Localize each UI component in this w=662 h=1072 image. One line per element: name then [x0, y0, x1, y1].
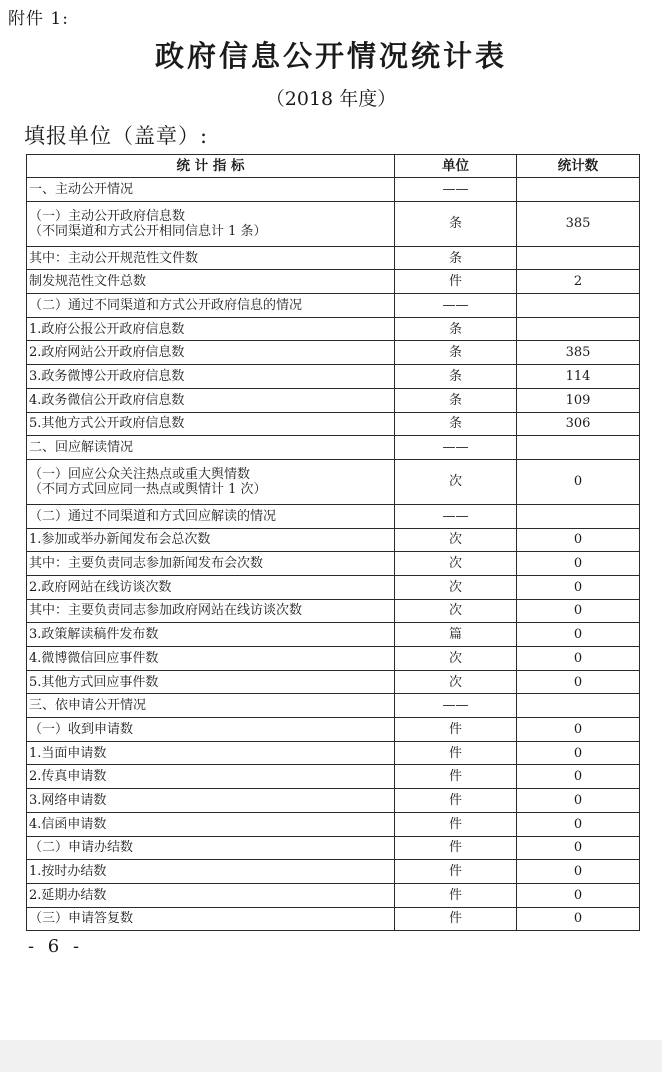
page-title: 政府信息公开情况统计表	[154, 39, 507, 73]
table-body	[27, 178, 640, 931]
unit-cell: 条	[395, 365, 517, 389]
indicator-cell	[27, 575, 395, 599]
statistics-table	[26, 154, 640, 931]
indicator-cell	[27, 812, 395, 836]
indicator-text: 5.其他方式公开政府信息数	[29, 416, 185, 432]
table-row	[27, 694, 640, 718]
count-cell: 385	[517, 341, 640, 365]
filling-unit-label: 填报单位（盖章）:	[24, 124, 209, 148]
table-row	[27, 907, 640, 931]
unit-cell: 条	[395, 317, 517, 341]
count-cell: 0	[517, 647, 640, 671]
unit-cell: 件	[395, 836, 517, 860]
indicator-note: （不同渠道和方式公开相同信息计 1 条）	[29, 223, 267, 239]
unit-cell: 条	[395, 246, 517, 270]
table-row	[27, 341, 640, 365]
count-cell: 0	[517, 528, 640, 552]
indicator-cell	[27, 718, 395, 742]
indicator-cell	[27, 741, 395, 765]
count-cell: 0	[517, 907, 640, 931]
unit-cell: 件	[395, 907, 517, 931]
unit-cell: 件	[395, 789, 517, 813]
table-row	[27, 178, 640, 202]
header-count: 统计数	[517, 155, 640, 178]
unit-cell: 件	[395, 765, 517, 789]
table-header-row	[27, 155, 640, 178]
indicator-cell	[27, 623, 395, 647]
indicator-text: 2.政府网站公开政府信息数	[29, 345, 185, 361]
count-cell: 0	[517, 623, 640, 647]
report-year: （2018 年度）	[265, 88, 397, 110]
indicator-text: 1.按时办结数	[29, 864, 107, 880]
indicator-cell	[27, 365, 395, 389]
table-row	[27, 552, 640, 576]
indicator-cell	[27, 178, 395, 202]
unit-cell: 次	[395, 670, 517, 694]
count-cell: 0	[517, 741, 640, 765]
unit-cell: 条	[395, 201, 517, 246]
indicator-cell	[27, 670, 395, 694]
unit-cell: 条	[395, 388, 517, 412]
indicator-cell	[27, 412, 395, 436]
indicator-text: 3.政策解读稿件发布数	[29, 627, 159, 643]
indicator-text: 3.政务微博公开政府信息数	[29, 368, 185, 384]
table-row	[27, 670, 640, 694]
indicator-text: 2.延期办结数	[29, 887, 107, 903]
unit-cell: 件	[395, 270, 517, 294]
table-row	[27, 246, 640, 270]
indicator-text: 4.微博微信回应事件数	[29, 650, 159, 666]
table-row	[27, 365, 640, 389]
indicator-cell	[27, 836, 395, 860]
indicator-text: （二）通过不同渠道和方式公开政府信息的情况	[29, 297, 303, 313]
table-row	[27, 436, 640, 460]
indicator-cell	[27, 246, 395, 270]
count-cell: 0	[517, 552, 640, 576]
count-cell	[517, 246, 640, 270]
count-cell	[517, 436, 640, 460]
table-row	[27, 789, 640, 813]
table-row	[27, 388, 640, 412]
indicator-cell	[27, 789, 395, 813]
indicator-cell	[27, 270, 395, 294]
indicator-text: 其中：主要负责同志参加政府网站在线访谈次数	[29, 603, 303, 619]
indicator-text: 1.参加或举办新闻发布会总次数	[29, 532, 211, 548]
table-row	[27, 504, 640, 528]
unit-cell: 次	[395, 575, 517, 599]
page-number: - 6 -	[28, 936, 84, 957]
count-cell: 385	[517, 201, 640, 246]
unit-cell: 件	[395, 883, 517, 907]
count-cell: 0	[517, 718, 640, 742]
unit-cell: 次	[395, 647, 517, 671]
indicator-text: （一）收到申请数	[29, 721, 134, 737]
table-row	[27, 836, 640, 860]
unit-cell: 件	[395, 812, 517, 836]
indicator-cell	[27, 599, 395, 623]
indicator-text: （三）申请答复数	[29, 911, 134, 927]
indicator-text: 一、主动公开情况	[29, 181, 134, 197]
count-cell: 0	[517, 765, 640, 789]
count-cell	[517, 178, 640, 202]
indicator-cell	[27, 294, 395, 318]
indicator-cell	[27, 765, 395, 789]
unit-cell: 件	[395, 860, 517, 884]
unit-cell: 次	[395, 599, 517, 623]
count-cell: 306	[517, 412, 640, 436]
unit-cell: 件	[395, 741, 517, 765]
indicator-text: 5.其他方式回应事件数	[29, 674, 159, 690]
unit-cell: ——	[395, 294, 517, 318]
indicator-text: 1.当面申请数	[29, 745, 107, 761]
indicator-text: 二、回应解读情况	[29, 440, 134, 456]
indicator-cell	[27, 907, 395, 931]
indicator-text: 1.政府公报公开政府信息数	[29, 321, 185, 337]
unit-cell: ——	[395, 436, 517, 460]
unit-cell: 件	[395, 718, 517, 742]
count-cell	[517, 294, 640, 318]
indicator-cell	[27, 388, 395, 412]
indicator-cell	[27, 341, 395, 365]
unit-cell: 条	[395, 412, 517, 436]
table-row	[27, 575, 640, 599]
count-cell: 0	[517, 883, 640, 907]
indicator-text: 其中：主动公开规范性文件数	[29, 250, 199, 266]
unit-cell: ——	[395, 694, 517, 718]
table-row	[27, 812, 640, 836]
indicator-text: （二）申请办结数	[29, 840, 134, 856]
unit-cell: 条	[395, 341, 517, 365]
indicator-cell	[27, 317, 395, 341]
indicator-text: （二）通过不同渠道和方式回应解读的情况	[29, 508, 277, 524]
indicator-text: 制发规范性文件总数	[29, 274, 147, 290]
table-row	[27, 623, 640, 647]
table-row	[27, 599, 640, 623]
table-row	[27, 294, 640, 318]
table-row	[27, 860, 640, 884]
table-row	[27, 459, 640, 504]
table-row	[27, 412, 640, 436]
unit-cell: ——	[395, 504, 517, 528]
unit-cell: 次	[395, 528, 517, 552]
count-cell	[517, 504, 640, 528]
indicator-text: 其中：主要负责同志参加新闻发布会次数	[29, 556, 264, 572]
count-cell	[517, 694, 640, 718]
indicator-text: 4.信函申请数	[29, 816, 107, 832]
indicator-text: （一）回应公众关注热点或重大舆情数	[29, 466, 251, 482]
indicator-cell	[27, 436, 395, 460]
table-row	[27, 317, 640, 341]
count-cell: 0	[517, 860, 640, 884]
count-cell: 0	[517, 670, 640, 694]
table-row	[27, 270, 640, 294]
attachment-label: 附件 1:	[8, 9, 69, 29]
indicator-text: 4.政务微信公开政府信息数	[29, 392, 185, 408]
table-row	[27, 647, 640, 671]
count-cell: 2	[517, 270, 640, 294]
header-unit: 单位	[395, 155, 517, 178]
count-cell: 114	[517, 365, 640, 389]
unit-cell: 篇	[395, 623, 517, 647]
unit-cell: 次	[395, 459, 517, 504]
header-indicator: 统 计 指 标	[27, 155, 395, 178]
indicator-cell	[27, 860, 395, 884]
count-cell: 0	[517, 836, 640, 860]
indicator-text: 三、依申请公开情况	[29, 698, 147, 714]
indicator-cell	[27, 552, 395, 576]
indicator-cell	[27, 504, 395, 528]
indicator-text: 2.传真申请数	[29, 769, 107, 785]
indicator-note: （不同方式回应同一热点或舆情计 1 次）	[29, 481, 267, 497]
indicator-text: 3.网络申请数	[29, 792, 107, 808]
table-row	[27, 201, 640, 246]
count-cell	[517, 317, 640, 341]
indicator-cell	[27, 459, 395, 504]
count-cell: 109	[517, 388, 640, 412]
unit-cell: 次	[395, 552, 517, 576]
table-row	[27, 528, 640, 552]
count-cell: 0	[517, 789, 640, 813]
table-row	[27, 765, 640, 789]
table-row	[27, 883, 640, 907]
table-row	[27, 741, 640, 765]
indicator-cell	[27, 528, 395, 552]
indicator-cell	[27, 647, 395, 671]
count-cell: 0	[517, 812, 640, 836]
count-cell: 0	[517, 599, 640, 623]
indicator-cell	[27, 201, 395, 246]
indicator-text: （一）主动公开政府信息数	[29, 208, 186, 224]
count-cell: 0	[517, 459, 640, 504]
scan-edge-band	[0, 1040, 662, 1072]
count-cell: 0	[517, 575, 640, 599]
indicator-cell	[27, 883, 395, 907]
unit-cell: ——	[395, 178, 517, 202]
indicator-text: 2.政府网站在线访谈次数	[29, 579, 172, 595]
indicator-cell	[27, 694, 395, 718]
table-row	[27, 718, 640, 742]
